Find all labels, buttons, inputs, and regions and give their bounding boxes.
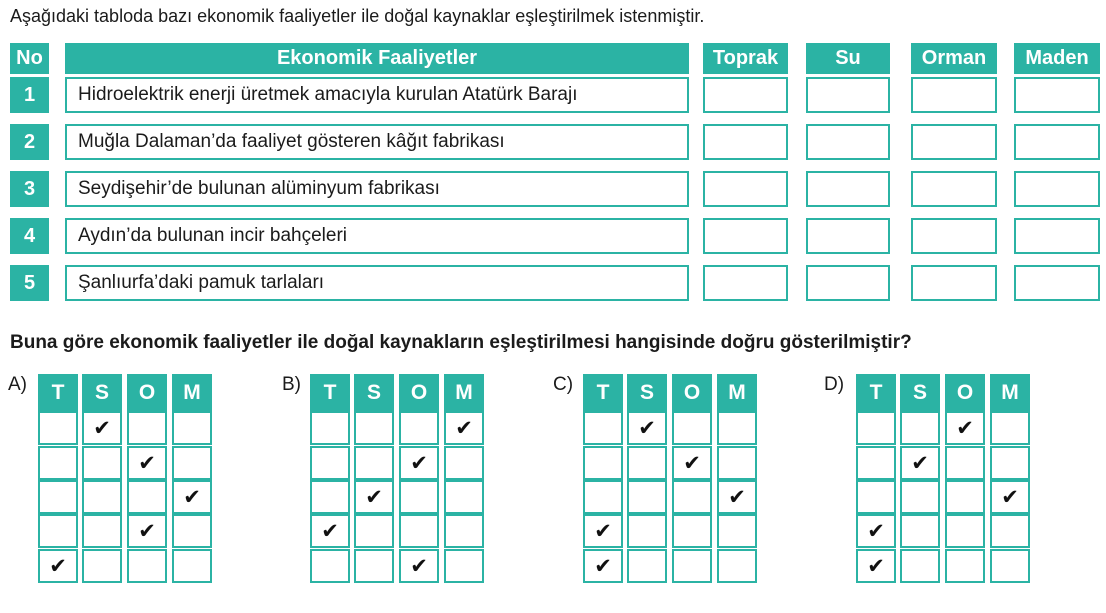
option-cell: [945, 480, 985, 514]
check-mark-icon: ✔: [583, 549, 623, 583]
option-cell: [583, 446, 623, 480]
option-column-header: O: [945, 374, 985, 411]
option-label[interactable]: C): [553, 374, 574, 395]
option-cell: [856, 480, 896, 514]
option-cell: [82, 480, 122, 514]
option-cell: [627, 446, 667, 480]
answer-box-maden[interactable]: [1014, 265, 1100, 301]
check-mark-icon: ✔: [399, 549, 439, 583]
option-cell: [672, 514, 712, 548]
answer-box-maden[interactable]: [1014, 171, 1100, 207]
check-mark-icon: ✔: [856, 514, 896, 548]
intro-text: Aşağıdaki tabloda bazı ekonomik faaliyetler ile doğal kaynaklar eşleştirilmek istenmiştir.: [10, 6, 705, 26]
option-label[interactable]: D): [824, 374, 845, 395]
option-column-header: S: [627, 374, 667, 411]
check-mark-icon: ✔: [583, 514, 623, 548]
option-cell: [945, 514, 985, 548]
option-cell: [856, 446, 896, 480]
answer-box-toprak[interactable]: [703, 218, 788, 254]
answer-box-orman[interactable]: [911, 124, 997, 160]
answer-box-su[interactable]: [806, 265, 890, 301]
option-column-header: M: [172, 374, 212, 411]
option-cell: [627, 514, 667, 548]
answer-box-su[interactable]: [806, 218, 890, 254]
option-cell: [310, 411, 350, 445]
check-mark-icon: ✔: [945, 411, 985, 445]
option-cell: [672, 549, 712, 583]
answer-box-su[interactable]: [806, 124, 890, 160]
check-mark-icon: ✔: [172, 480, 212, 514]
option-cell: [354, 446, 394, 480]
option-label[interactable]: B): [282, 374, 301, 395]
option-label[interactable]: A): [8, 374, 27, 395]
option-cell: [583, 480, 623, 514]
check-mark-icon: ✔: [354, 480, 394, 514]
option-cell: [310, 480, 350, 514]
option-column-header: T: [856, 374, 896, 411]
option-cell: [354, 411, 394, 445]
option-column-header: O: [672, 374, 712, 411]
answer-box-su[interactable]: [806, 171, 890, 207]
check-mark-icon: ✔: [82, 411, 122, 445]
header-orman: Orman: [911, 43, 997, 74]
answer-box-su[interactable]: [806, 77, 890, 113]
option-column-header: T: [310, 374, 350, 411]
option-column-header: T: [583, 374, 623, 411]
option-cell: [399, 514, 439, 548]
option-cell: [444, 446, 484, 480]
check-mark-icon: ✔: [856, 549, 896, 583]
activity-cell: Muğla Dalaman’da faaliyet gösteren kâğıt fabrikası: [65, 124, 689, 160]
option-grid[interactable]: [38, 374, 212, 585]
option-cell: [900, 549, 940, 583]
option-cell: [990, 411, 1030, 445]
option-cell: [172, 411, 212, 445]
header-maden: Maden: [1014, 43, 1100, 74]
option-cell: [672, 411, 712, 445]
option-cell: [990, 549, 1030, 583]
option-cell: [399, 411, 439, 445]
option-cell: [717, 411, 757, 445]
option-cell: [627, 480, 667, 514]
option-cell: [717, 514, 757, 548]
option-cell: [990, 446, 1030, 480]
option-cell: [38, 446, 78, 480]
option-column-header: T: [38, 374, 78, 411]
answer-box-orman[interactable]: [911, 77, 997, 113]
option-cell: [354, 549, 394, 583]
check-mark-icon: ✔: [399, 446, 439, 480]
answer-box-orman[interactable]: [911, 218, 997, 254]
option-cell: [856, 411, 896, 445]
option-cell: [127, 480, 167, 514]
check-mark-icon: ✔: [672, 446, 712, 480]
check-mark-icon: ✔: [310, 514, 350, 548]
option-column-header: M: [444, 374, 484, 411]
check-mark-icon: ✔: [127, 446, 167, 480]
header-no: No: [10, 43, 49, 74]
option-column-header: S: [82, 374, 122, 411]
option-grid[interactable]: [310, 374, 484, 585]
option-cell: [38, 480, 78, 514]
row-number: 5: [10, 265, 49, 301]
option-cell: [627, 549, 667, 583]
header-toprak: Toprak: [703, 43, 788, 74]
answer-box-toprak[interactable]: [703, 171, 788, 207]
activity-cell: Seydişehir’de bulunan alüminyum fabrikası: [65, 171, 689, 207]
header-su: Su: [806, 43, 890, 74]
question-text: Buna göre ekonomik faaliyetler ile doğal kaynakların eşleştirilmesi hangisinde doğru gösterilmiştir?: [10, 332, 912, 353]
option-cell: [82, 446, 122, 480]
option-column-header: M: [717, 374, 757, 411]
option-cell: [945, 446, 985, 480]
option-cell: [672, 480, 712, 514]
check-mark-icon: ✔: [127, 514, 167, 548]
answer-box-orman[interactable]: [911, 171, 997, 207]
option-cell: [310, 549, 350, 583]
row-number: 2: [10, 124, 49, 160]
answer-box-maden[interactable]: [1014, 124, 1100, 160]
option-column-header: S: [354, 374, 394, 411]
option-cell: [945, 549, 985, 583]
option-cell: [583, 411, 623, 445]
check-mark-icon: ✔: [990, 480, 1030, 514]
option-cell: [310, 446, 350, 480]
row-number: 4: [10, 218, 49, 254]
option-cell: [127, 549, 167, 583]
header-activity: Ekonomik Faaliyetler: [65, 43, 689, 74]
option-grid[interactable]: [856, 374, 1030, 585]
option-column-header: M: [990, 374, 1030, 411]
option-cell: [900, 411, 940, 445]
answer-box-toprak[interactable]: [703, 77, 788, 113]
option-cell: [82, 514, 122, 548]
option-cell: [717, 446, 757, 480]
check-mark-icon: ✔: [444, 411, 484, 445]
option-cell: [354, 514, 394, 548]
option-cell: [900, 514, 940, 548]
option-cell: [172, 514, 212, 548]
option-cell: [444, 514, 484, 548]
option-cell: [82, 549, 122, 583]
row-number: 3: [10, 171, 49, 207]
activity-cell: Aydın’da bulunan incir bahçeleri: [65, 218, 689, 254]
option-cell: [399, 480, 439, 514]
check-mark-icon: ✔: [900, 446, 940, 480]
option-column-header: O: [399, 374, 439, 411]
option-column-header: S: [900, 374, 940, 411]
option-cell: [444, 549, 484, 583]
option-cell: [172, 446, 212, 480]
answer-box-orman[interactable]: [911, 265, 997, 301]
option-cell: [127, 411, 167, 445]
answer-box-toprak[interactable]: [703, 124, 788, 160]
option-grid[interactable]: [583, 374, 757, 585]
option-cell: [444, 480, 484, 514]
answer-box-maden[interactable]: [1014, 77, 1100, 113]
option-cell: [172, 549, 212, 583]
row-number: 1: [10, 77, 49, 113]
answer-box-toprak[interactable]: [703, 265, 788, 301]
option-cell: [38, 514, 78, 548]
check-mark-icon: ✔: [38, 549, 78, 583]
activity-cell: Şanlıurfa’daki pamuk tarlaları: [65, 265, 689, 301]
option-column-header: O: [127, 374, 167, 411]
check-mark-icon: ✔: [627, 411, 667, 445]
answer-box-maden[interactable]: [1014, 218, 1100, 254]
check-mark-icon: ✔: [717, 480, 757, 514]
option-cell: [38, 411, 78, 445]
option-cell: [900, 480, 940, 514]
activity-cell: Hidroelektrik enerji üretmek amacıyla kurulan Atatürk Barajı: [65, 77, 689, 113]
option-cell: [990, 514, 1030, 548]
option-cell: [717, 549, 757, 583]
